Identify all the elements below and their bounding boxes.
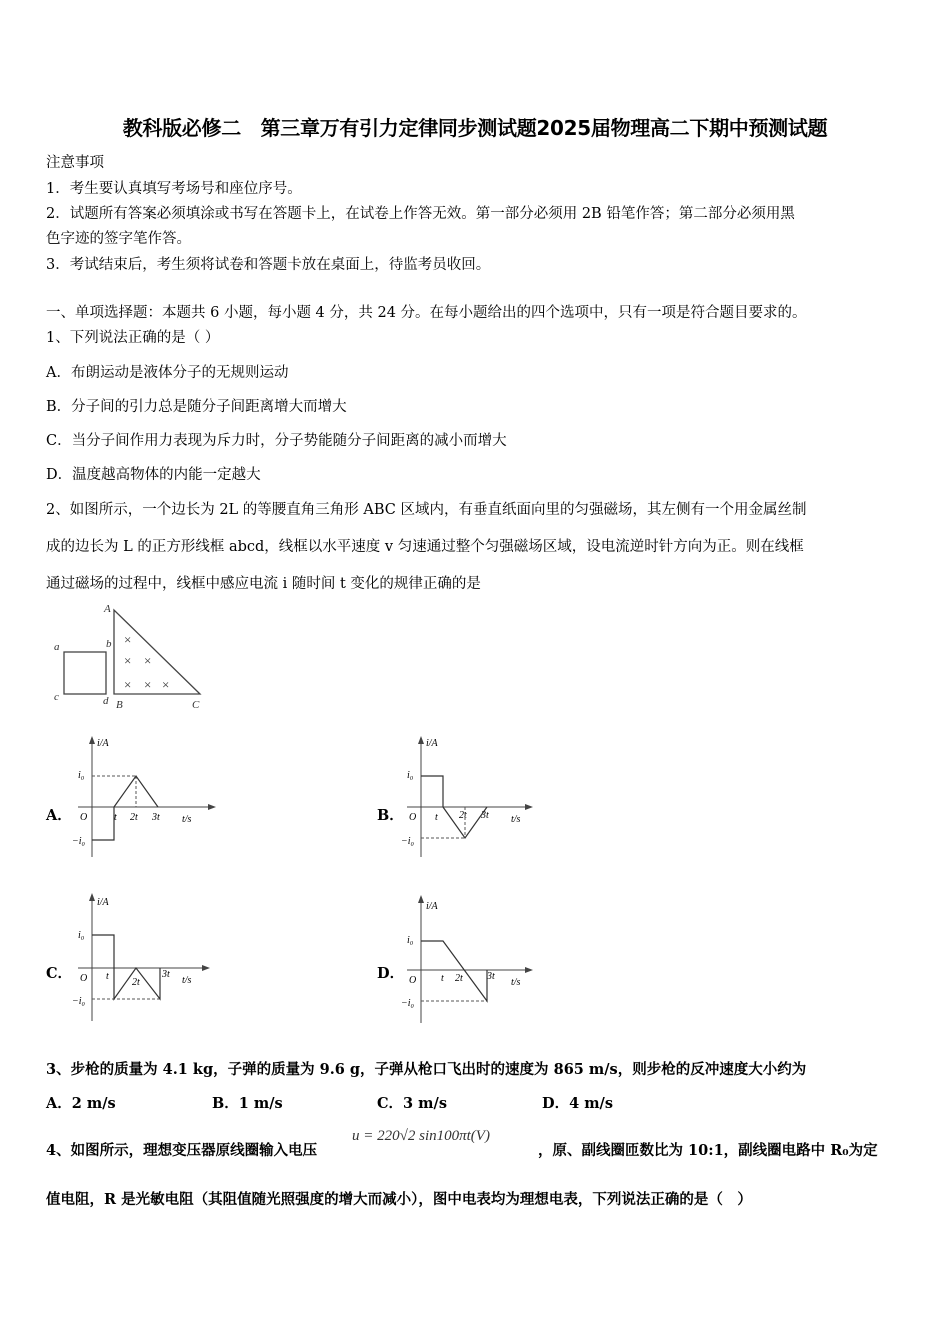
question-3-option-b[interactable]: B．1 m/s xyxy=(212,1095,283,1112)
question-2-stem: 2、如图所示，一个边长为 2L 的等腰直角三角形 ABC 区域内，有垂直纸面向里的匀强磁场，其左侧有一个用金属丝制 xyxy=(46,502,807,518)
question-3-stem: 3、步枪的质量为 4.1 kg，子弹的质量为 9.6 g，子弹从枪口飞出时的速度为 865 m/s，则步枪的反冲速度大小约为 xyxy=(46,1061,807,1078)
tick-3t: 3t xyxy=(162,969,170,980)
question-3-option-c[interactable]: C．3 m/s xyxy=(377,1095,447,1112)
graph-d[interactable] xyxy=(399,895,549,1025)
tick-2t: 2t xyxy=(455,973,463,984)
notice-item: 3．考试结束后，考生须将试卷和答题卡放在桌面上，待监考员收回。 xyxy=(46,257,491,273)
section-heading: 一、单项选择题：本题共 6 小题，每小题 4 分，共 24 分。在每小题给出的四个选项中，只有一项是符合题目要求的。 xyxy=(46,305,807,321)
page-title: 教科版必修二 第三章万有引力定律同步测试题2025届物理高二下期中预测试题 xyxy=(122,116,828,140)
question-3-option-d[interactable]: D．4 m/s xyxy=(542,1095,614,1112)
y-axis-label: i/A xyxy=(97,738,109,749)
question-1-option-d: D．温度越高物体的内能一定越大 xyxy=(46,467,261,483)
question-2-stem: 成的边长为 L 的正方形线框 abcd，线框以水平速度 v 匀速通过整个匀强磁场区域，设电流逆时针方向为正。则在线框 xyxy=(46,539,804,555)
y-axis-label: i/A xyxy=(426,901,438,912)
origin-label: O xyxy=(409,975,417,986)
i0-label: i₀ xyxy=(78,930,85,941)
neg-i0-label: −i₀ xyxy=(401,998,415,1009)
question-4-stem-start: 4、如图所示，理想变压器原线圈输入电压 xyxy=(46,1142,318,1159)
cross: × xyxy=(124,677,132,692)
question-2-figure xyxy=(44,600,214,715)
tick-2t: 2t xyxy=(132,977,140,988)
question-4-stem: 值电阻，R 是光敏电阻（其阻值随光照强度的增大而减小），图中电表均为理想电表，下列说法正确的是（ ） xyxy=(46,1191,752,1208)
x-axis-label: t/s xyxy=(182,814,192,825)
label-b: b xyxy=(106,638,112,650)
graph-a[interactable] xyxy=(70,732,220,862)
tick-3t: 3t xyxy=(152,812,160,823)
y-axis-label: i/A xyxy=(426,738,438,749)
question-1-option-c: C．当分子间作用力表现为斥力时，分子势能随分子间距离的减小而增大 xyxy=(46,433,507,449)
cross: × xyxy=(124,632,132,647)
cross: × xyxy=(144,677,152,692)
question-4-stem-end: ，原、副线圈匝数比为 10:1，副线圈电路中 R₀为定 xyxy=(538,1142,878,1159)
notice-item: 2．试题所有答案必须填涂或书写在答题卡上，在试卷上作答无效。第一部分必须用 2B 铅笔作答；第二部分必须用黑 xyxy=(46,206,795,222)
voltage-formula: u = 220√2 sin100πt(V) xyxy=(352,1128,490,1144)
label-c: c xyxy=(54,691,59,703)
question-3-option-a[interactable]: A．2 m/s xyxy=(46,1095,116,1112)
tick-t: t xyxy=(441,973,444,984)
tick-2t: 2t xyxy=(459,810,467,821)
tick-2t: 2t xyxy=(130,812,138,823)
notice-item: 1．考生要认真填写考场号和座位序号。 xyxy=(46,181,302,197)
neg-i0-label: −i₀ xyxy=(72,836,86,847)
y-axis-label: i/A xyxy=(97,897,109,908)
square-loop xyxy=(64,652,106,694)
tick-t: t xyxy=(435,812,438,823)
neg-i0-label: −i₀ xyxy=(72,996,86,1007)
tick-3t: 3t xyxy=(481,810,489,821)
option-c-label[interactable]: C． xyxy=(46,965,73,982)
label-C: C xyxy=(192,699,200,711)
question-2-stem: 通过磁场的过程中，线框中感应电流 i 随时间 t 变化的规律正确的是 xyxy=(46,576,481,592)
graph-b[interactable] xyxy=(399,732,549,862)
label-a: a xyxy=(54,641,60,653)
tick-t: t xyxy=(106,971,109,982)
x-axis-label: t/s xyxy=(511,977,521,988)
origin-label: O xyxy=(80,812,88,823)
i0-label: i₀ xyxy=(78,770,85,781)
origin-label: O xyxy=(80,973,88,984)
question-1-option-a: A．布朗运动是液体分子的无规则运动 xyxy=(46,365,289,381)
notice-item: 色字迹的签字笔作答。 xyxy=(46,231,191,247)
cross: × xyxy=(144,653,152,668)
tick-3t: 3t xyxy=(487,971,495,982)
cross: × xyxy=(162,677,170,692)
field-crosses xyxy=(124,632,169,692)
label-d: d xyxy=(103,695,109,707)
tick-t: t xyxy=(114,812,117,823)
x-axis-label: t/s xyxy=(511,814,521,825)
cross: × xyxy=(124,653,132,668)
option-a-label[interactable]: A． xyxy=(46,807,72,824)
neg-i0-label: −i₀ xyxy=(401,836,415,847)
graph-c[interactable] xyxy=(70,893,220,1023)
option-d-label[interactable]: D． xyxy=(377,965,405,982)
i0-label: i₀ xyxy=(407,935,414,946)
notice-heading: 注意事项 xyxy=(46,155,104,171)
label-B: B xyxy=(116,699,123,711)
option-b-label[interactable]: B． xyxy=(377,807,404,824)
x-axis-label: t/s xyxy=(182,975,192,986)
origin-label: O xyxy=(409,812,417,823)
label-A: A xyxy=(104,603,111,615)
question-1-option-b: B．分子间的引力总是随分子间距离增大而增大 xyxy=(46,399,347,415)
i0-label: i₀ xyxy=(407,770,414,781)
question-1-stem: 1、下列说法正确的是（ ） xyxy=(46,330,220,346)
